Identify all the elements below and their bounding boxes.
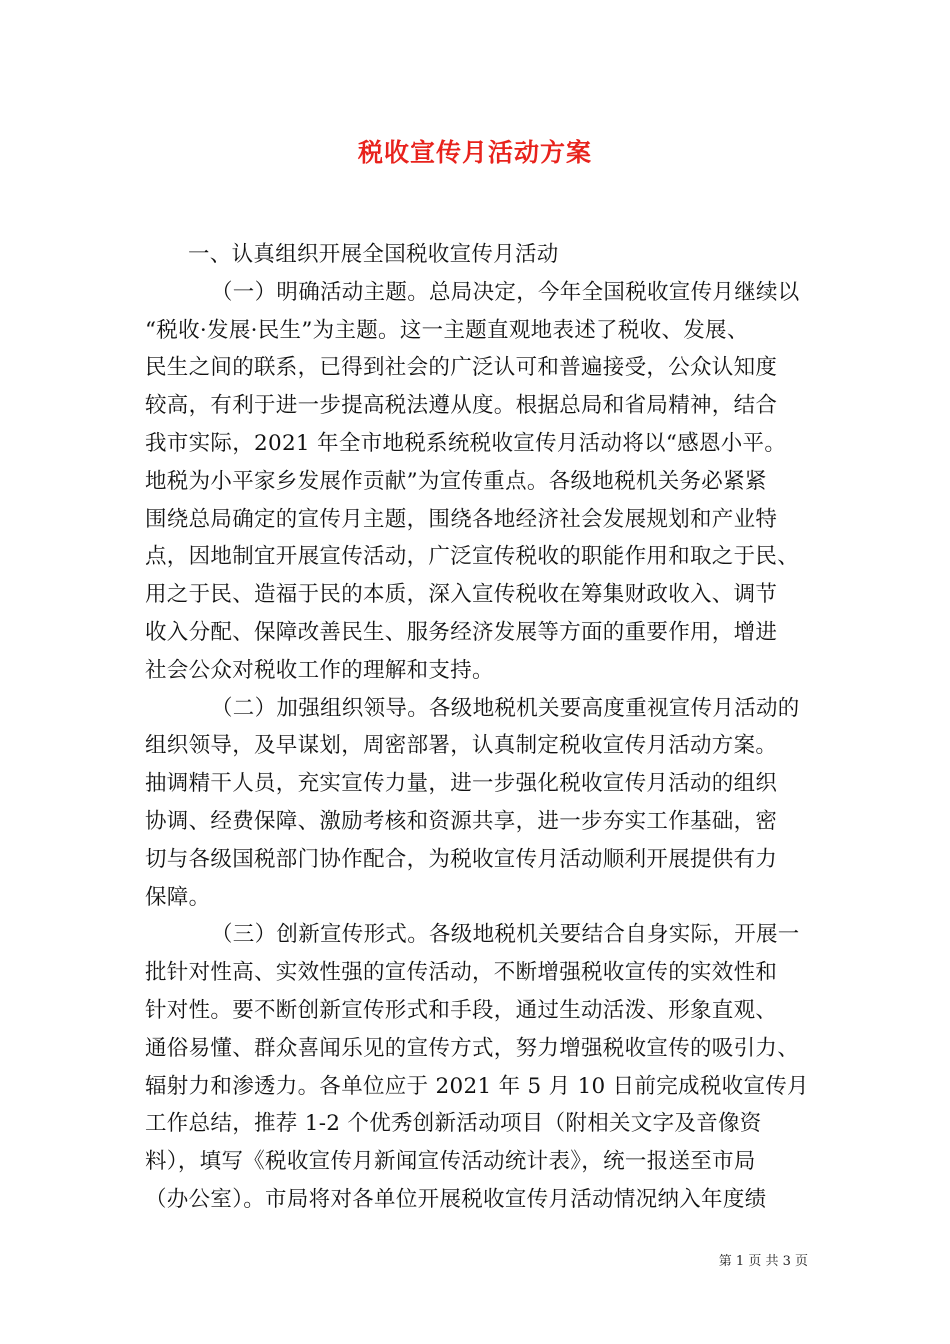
document-title: 税收宣传月活动方案 — [357, 138, 592, 167]
paragraph-3 — [145, 916, 809, 1218]
paragraph-line: 抽调精干人员，充实宣传力量，进一步强化税收宣传月活动的组织 — [145, 771, 778, 797]
paragraph-line: 收入分配、保障改善民生、服务经济发展等方面的重要作用，增进 — [145, 619, 778, 645]
paragraph-line: （二）加强组织领导。各级地税机关要高度重视宣传月活动的 — [211, 695, 800, 721]
paragraph-line: 针对性。要不断创新宣传形式和手段，通过生动活泼、形象直观、 — [145, 997, 778, 1023]
paragraph-2 — [145, 690, 809, 917]
paragraph-line: 批针对性高、实效性强的宣传活动，不断增强税收宣传的实效性和 — [145, 960, 778, 986]
paragraph-line: 民生之间的联系，已得到社会的广泛认可和普遍接受，公众认知度 — [145, 355, 778, 381]
paragraph-line: （一）明确活动主题。总局决定，今年全国税收宣传月继续以 — [211, 279, 800, 305]
paragraph-line: （办公室）。市局将对各单位开展税收宣传月活动情况纳入年度绩 — [145, 1186, 767, 1212]
paragraph-line: 组织领导，及早谋划，周密部署，认真制定税收宣传月活动方案。 — [145, 733, 778, 759]
paragraph-line: 辐射力和渗透力。各单位应于 2021 年 5 月 10 日前完成税收宣传月 — [145, 1073, 809, 1099]
paragraph-line: 围绕总局确定的宣传月主题，围绕各地经济社会发展规划和产业特 — [145, 506, 778, 532]
paragraph-1 — [145, 274, 809, 690]
paragraph-line: 工作总结，推荐 1-2 个优秀创新活动项目（附相关文字及音像资 — [145, 1111, 762, 1137]
paragraph-line: 较高，有利于进一步提高税法遵从度。根据总局和省局精神，结合 — [145, 393, 778, 419]
paragraph-line: 地税为小平家乡发展作贡献”为宣传重点。各级地税机关务必紧紧 — [145, 468, 767, 494]
paragraph-line: 社会公众对税收工作的理解和支持。 — [145, 657, 494, 683]
paragraph-line: 料），填写《税收宣传月新闻宣传活动统计表》，统一报送至市局 — [145, 1149, 756, 1175]
paragraph-line: 用之于民、造福于民的本质，深入宣传税收在筹集财政收入、调节 — [145, 582, 778, 608]
paragraph-line: 点，因地制宜开展宣传活动，广泛宣传税收的职能作用和取之于民、 — [145, 544, 800, 570]
paragraph-line: 我市实际，2021 年全市地税系统税收宣传月活动将以“感恩小平。 — [145, 430, 787, 456]
paragraph-line: （三）创新宣传形式。各级地税机关要结合自身实际，开展一 — [211, 922, 800, 948]
paragraph-line: 切与各级国税部门协作配合，为税收宣传月活动顺利开展提供有力 — [145, 846, 778, 872]
page-number: 第 1 页 共 3 页 — [718, 1254, 808, 1269]
paragraph-line: “税收·发展·民生”为主题。这一主题直观地表述了税收、发展、 — [145, 317, 749, 343]
paragraph-line: 通俗易懂、群众喜闻乐见的宣传方式，努力增强税收宣传的吸引力、 — [145, 1035, 800, 1061]
section-heading: 一、认真组织开展全国税收宣传月活动 — [188, 242, 559, 267]
paragraph-line: 协调、经费保障、激励考核和资源共享，进一步夯实工作基础，密 — [145, 808, 778, 834]
document-body — [145, 236, 809, 1219]
paragraph-line: 保障。 — [145, 884, 211, 910]
